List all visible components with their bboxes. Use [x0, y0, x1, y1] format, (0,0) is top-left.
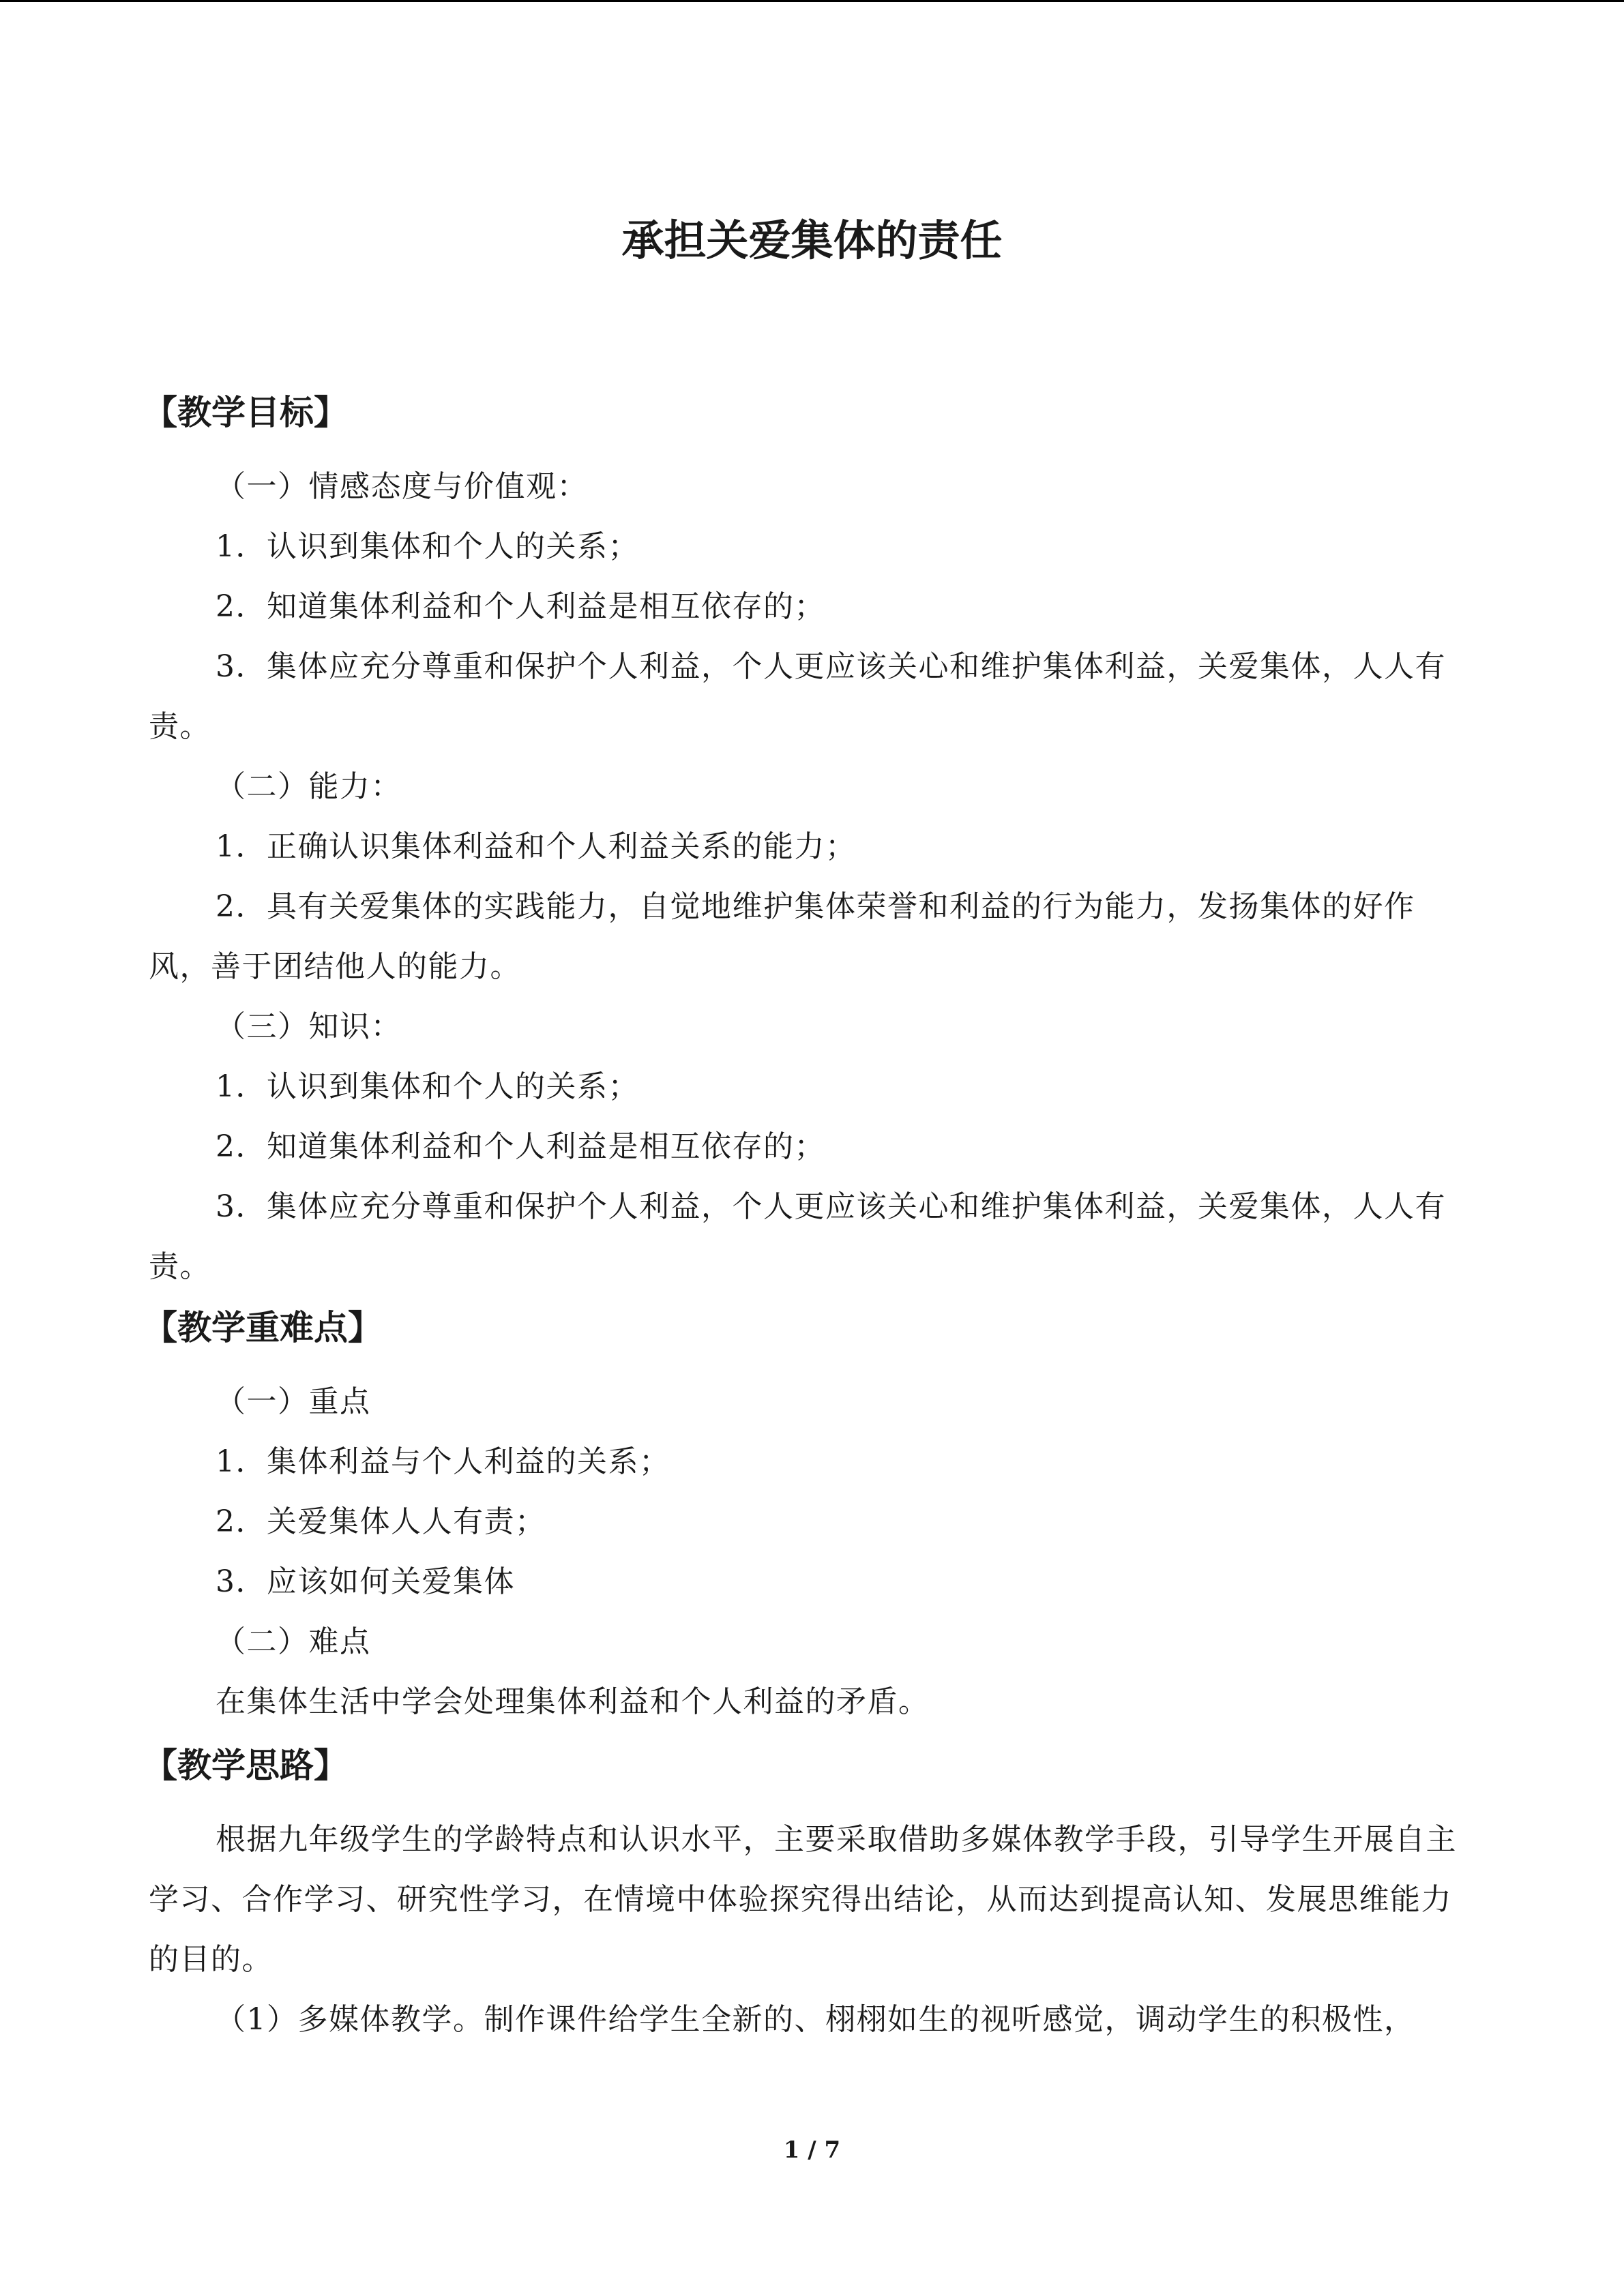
paragraph: 3．集体应充分尊重和保护个人利益，个人更应该关心和维护集体利益，关爱集体，人人有责。	[149, 1189, 1446, 1284]
paragraph: 1．认识到集体和个人的关系；	[216, 529, 639, 564]
paragraph: 1．集体利益与个人利益的关系；	[216, 1444, 670, 1479]
paragraph: 2．知道集体利益和个人利益是相互依存的；	[216, 1129, 825, 1164]
document-title: 承担关爱集体的责任	[621, 215, 1003, 265]
paragraph: 3．集体应充分尊重和保护个人利益，个人更应该关心和维护集体利益，关爱集体，人人有责。	[149, 649, 1446, 744]
paragraph: （二）难点	[216, 1624, 371, 1659]
section-heading-goals: 【教学目标】	[143, 393, 348, 432]
paragraph: 2．具有关爱集体的实践能力，自觉地维护集体荣誉和利益的行为能力，发扬集体的好作风，善于团结他人的能力。	[149, 889, 1415, 984]
paragraph: 3．应该如何关爱集体	[216, 1564, 515, 1599]
paragraph: 2．知道集体利益和个人利益是相互依存的；	[216, 589, 825, 624]
paragraph: （二）能力：	[216, 769, 402, 804]
paragraph: （三）知识：	[216, 1009, 402, 1044]
page-number: 1 / 7	[783, 2136, 841, 2164]
paragraph: （一）情感态度与价值观：	[216, 469, 588, 504]
paragraph: 1．正确认识集体利益和个人利益关系的能力；	[216, 829, 857, 864]
paragraph: 2．关爱集体人人有责；	[216, 1504, 546, 1539]
paragraph: 根据九年级学生的学龄特点和认识水平，主要采取借助多媒体教学手段，引导学生开展自主学习、合作学习、研究性学习，在情境中体验探究得出结论，从而达到提高认知、发展思维能力的目的。	[149, 1822, 1457, 1977]
paragraph: 1．认识到集体和个人的关系；	[216, 1069, 639, 1104]
paragraph: 在集体生活中学会处理集体利益和个人利益的矛盾。	[216, 1684, 930, 1719]
paragraph: （1）多媒体教学。制作课件给学生全新的、栩栩如生的视听感觉，调动学生的积极性，	[216, 2002, 1415, 2037]
section-heading-approach: 【教学思路】	[143, 1746, 348, 1785]
paragraph: （一）重点	[216, 1384, 371, 1419]
section-heading-keypoints: 【教学重难点】	[143, 1308, 382, 1347]
document-body	[143, 382, 1475, 2050]
top-border	[0, 0, 1624, 2]
